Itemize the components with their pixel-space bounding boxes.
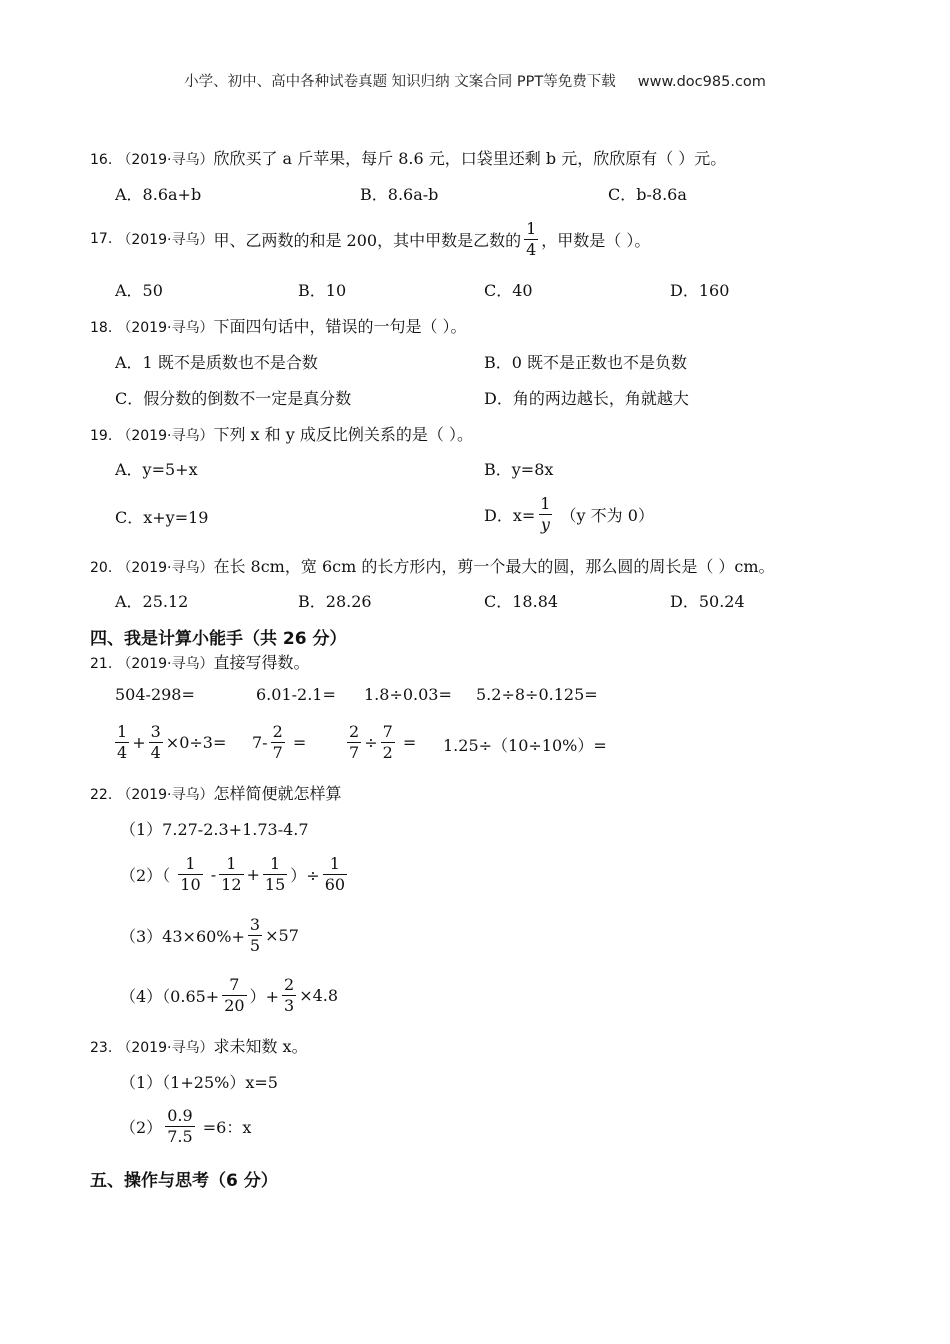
option-d: D．50.24 <box>670 592 745 611</box>
option-d: D．160 <box>670 281 730 300</box>
header-site-link[interactable]: www.doc985.com <box>637 74 766 90</box>
expression: 7- $\frac{2}{7}$ = <box>252 721 307 762</box>
option-d: D．角的两边越长，角就越大 <box>484 389 689 408</box>
question-stem: 下列 x 和 y 成反比例关系的是（ ）。 <box>213 425 473 444</box>
question-22: 22. （2019·寻乌）怎样简便就怎样算 <box>90 784 342 803</box>
subquestion-2: （2）（ $\frac{1}{10}$ - $\frac{1}{12}$ + $\frac{1}{15}$ ）÷ $\frac{1}{60}$ <box>120 853 346 894</box>
subquestion-4: （4）（0.65+ $\frac{7}{20}$ ）+ $\frac{2}{3}$ ×4.8 <box>120 974 339 1015</box>
question-21: 21. （2019·寻乌）直接写得数。 <box>90 653 310 672</box>
subquestion-2: （2） $\frac{0.9}{7.5}$ =6：x <box>120 1105 252 1146</box>
fraction: $\frac{3}{4}$ <box>150 721 161 762</box>
question-stem: 在长 8cm，宽 6cm 的长方形内，剪一个最大的圆，那么圆的周长是（ ）cm。 <box>213 557 775 576</box>
question-20: 20. （2019·寻乌）在长 8cm，宽 6cm 的长方形内，剪一个最大的圆，那么圆的周长是（ ）cm。 <box>90 557 775 576</box>
question-stem: 直接写得数。 <box>213 653 310 672</box>
option-c: C．假分数的倒数不一定是真分数 <box>115 389 352 408</box>
option-b: B．10 <box>298 281 347 300</box>
option-d: D．x= $\frac{1}{y}$ （y 不为 0） <box>484 493 654 534</box>
header-text: 小学、初中、高中各种试卷真题 知识归纳 文案合同 PPT等免费下载 <box>184 74 616 90</box>
option-c: C．x+y=19 <box>115 508 209 527</box>
option-b: B．28.26 <box>298 592 372 611</box>
subquestion-3: （3）43×60%+ $\frac{3}{5}$ ×57 <box>120 914 299 955</box>
option-a: A．1 既不是质数也不是合数 <box>115 353 318 372</box>
fraction: $\frac{1}{12}$ <box>221 853 242 894</box>
option-b: B．8.6a-b <box>360 185 439 204</box>
question-stem: 求未知数 x。 <box>213 1037 308 1056</box>
option-a: A．y=5+x <box>115 460 198 479</box>
question-23: 23. （2019·寻乌）求未知数 x。 <box>90 1037 308 1056</box>
fraction: $\frac{2}{3}$ <box>284 974 295 1015</box>
option-a: A．8.6a+b <box>115 185 202 204</box>
option-b: B．0 既不是正数也不是负数 <box>484 353 688 372</box>
expression: 1.8÷0.03= <box>364 685 452 704</box>
expression: 1.25÷（10÷10%）= <box>443 736 607 755</box>
option-c: C．40 <box>484 281 533 300</box>
expression: $\frac{1}{4}$ + $\frac{3}{4}$ ×0÷3= <box>117 721 227 762</box>
fraction: $\frac{1}{4}$ <box>526 218 537 259</box>
question-17: 17. （2019·寻乌） 甲、乙两数的和是 200，其中甲数是乙数的 $\frac{1}{4}$ ，甲数是（ ）。 <box>90 218 651 259</box>
option-c: C．b-8.6a <box>608 185 687 204</box>
fraction: $\frac{1}{15}$ <box>264 853 286 894</box>
question-stem: 下面四句话中，错误的一句是（ ）。 <box>213 317 467 336</box>
option-a: A．50 <box>115 281 163 300</box>
fraction: $\frac{2}{7}$ <box>272 721 283 762</box>
section-title-5: 五、操作与思考（6 分） <box>90 1171 278 1191</box>
fraction: $\frac{1}{60}$ <box>324 853 346 894</box>
option-c: C．18.84 <box>484 592 559 611</box>
fraction: $\frac{7}{20}$ <box>224 974 245 1015</box>
fraction: $\frac{7}{2}$ <box>382 721 393 762</box>
expression: $\frac{2}{7}$ ÷ $\frac{7}{2}$ = <box>349 721 417 762</box>
fraction: $\frac{1}{10}$ <box>180 853 201 894</box>
question-19: 19. （2019·寻乌）下列 x 和 y 成反比例关系的是（ ）。 <box>90 425 473 444</box>
option-b: B．y=8x <box>484 460 554 479</box>
question-stem: 欣欣买了 a 斤苹果，每斤 8.6 元，口袋里还剩 b 元，欣欣原有（ ）元。 <box>213 149 727 168</box>
expression: 5.2÷8÷0.125= <box>476 685 598 704</box>
subquestion-1: （1）7.27-2.3+1.73-4.7 <box>120 820 309 839</box>
question-18: 18. （2019·寻乌）下面四句话中，错误的一句是（ ）。 <box>90 317 467 336</box>
subquestion-1: （1）（1+25%）x=5 <box>120 1073 278 1092</box>
fraction: $\frac{1}{y}$ <box>540 493 551 534</box>
page-header <box>0 70 950 91</box>
expression: 6.01-2.1= <box>256 685 336 704</box>
question-16: 16. （2019·寻乌）欣欣买了 a 斤苹果，每斤 8.6 元，口袋里还剩 b 元，欣欣原有（ ）元。 <box>90 149 727 168</box>
fraction: $\frac{0.9}{7.5}$ <box>167 1105 193 1146</box>
section-title-4: 四、我是计算小能手（共 26 分） <box>90 629 347 649</box>
fraction: $\frac{2}{7}$ <box>349 721 360 762</box>
fraction: $\frac{1}{4}$ <box>117 721 128 762</box>
option-a: A．25.12 <box>115 592 189 611</box>
question-stem: 怎样简便就怎样算 <box>213 784 342 803</box>
fraction: $\frac{3}{5}$ <box>249 914 261 955</box>
expression: 504-298= <box>115 685 195 704</box>
